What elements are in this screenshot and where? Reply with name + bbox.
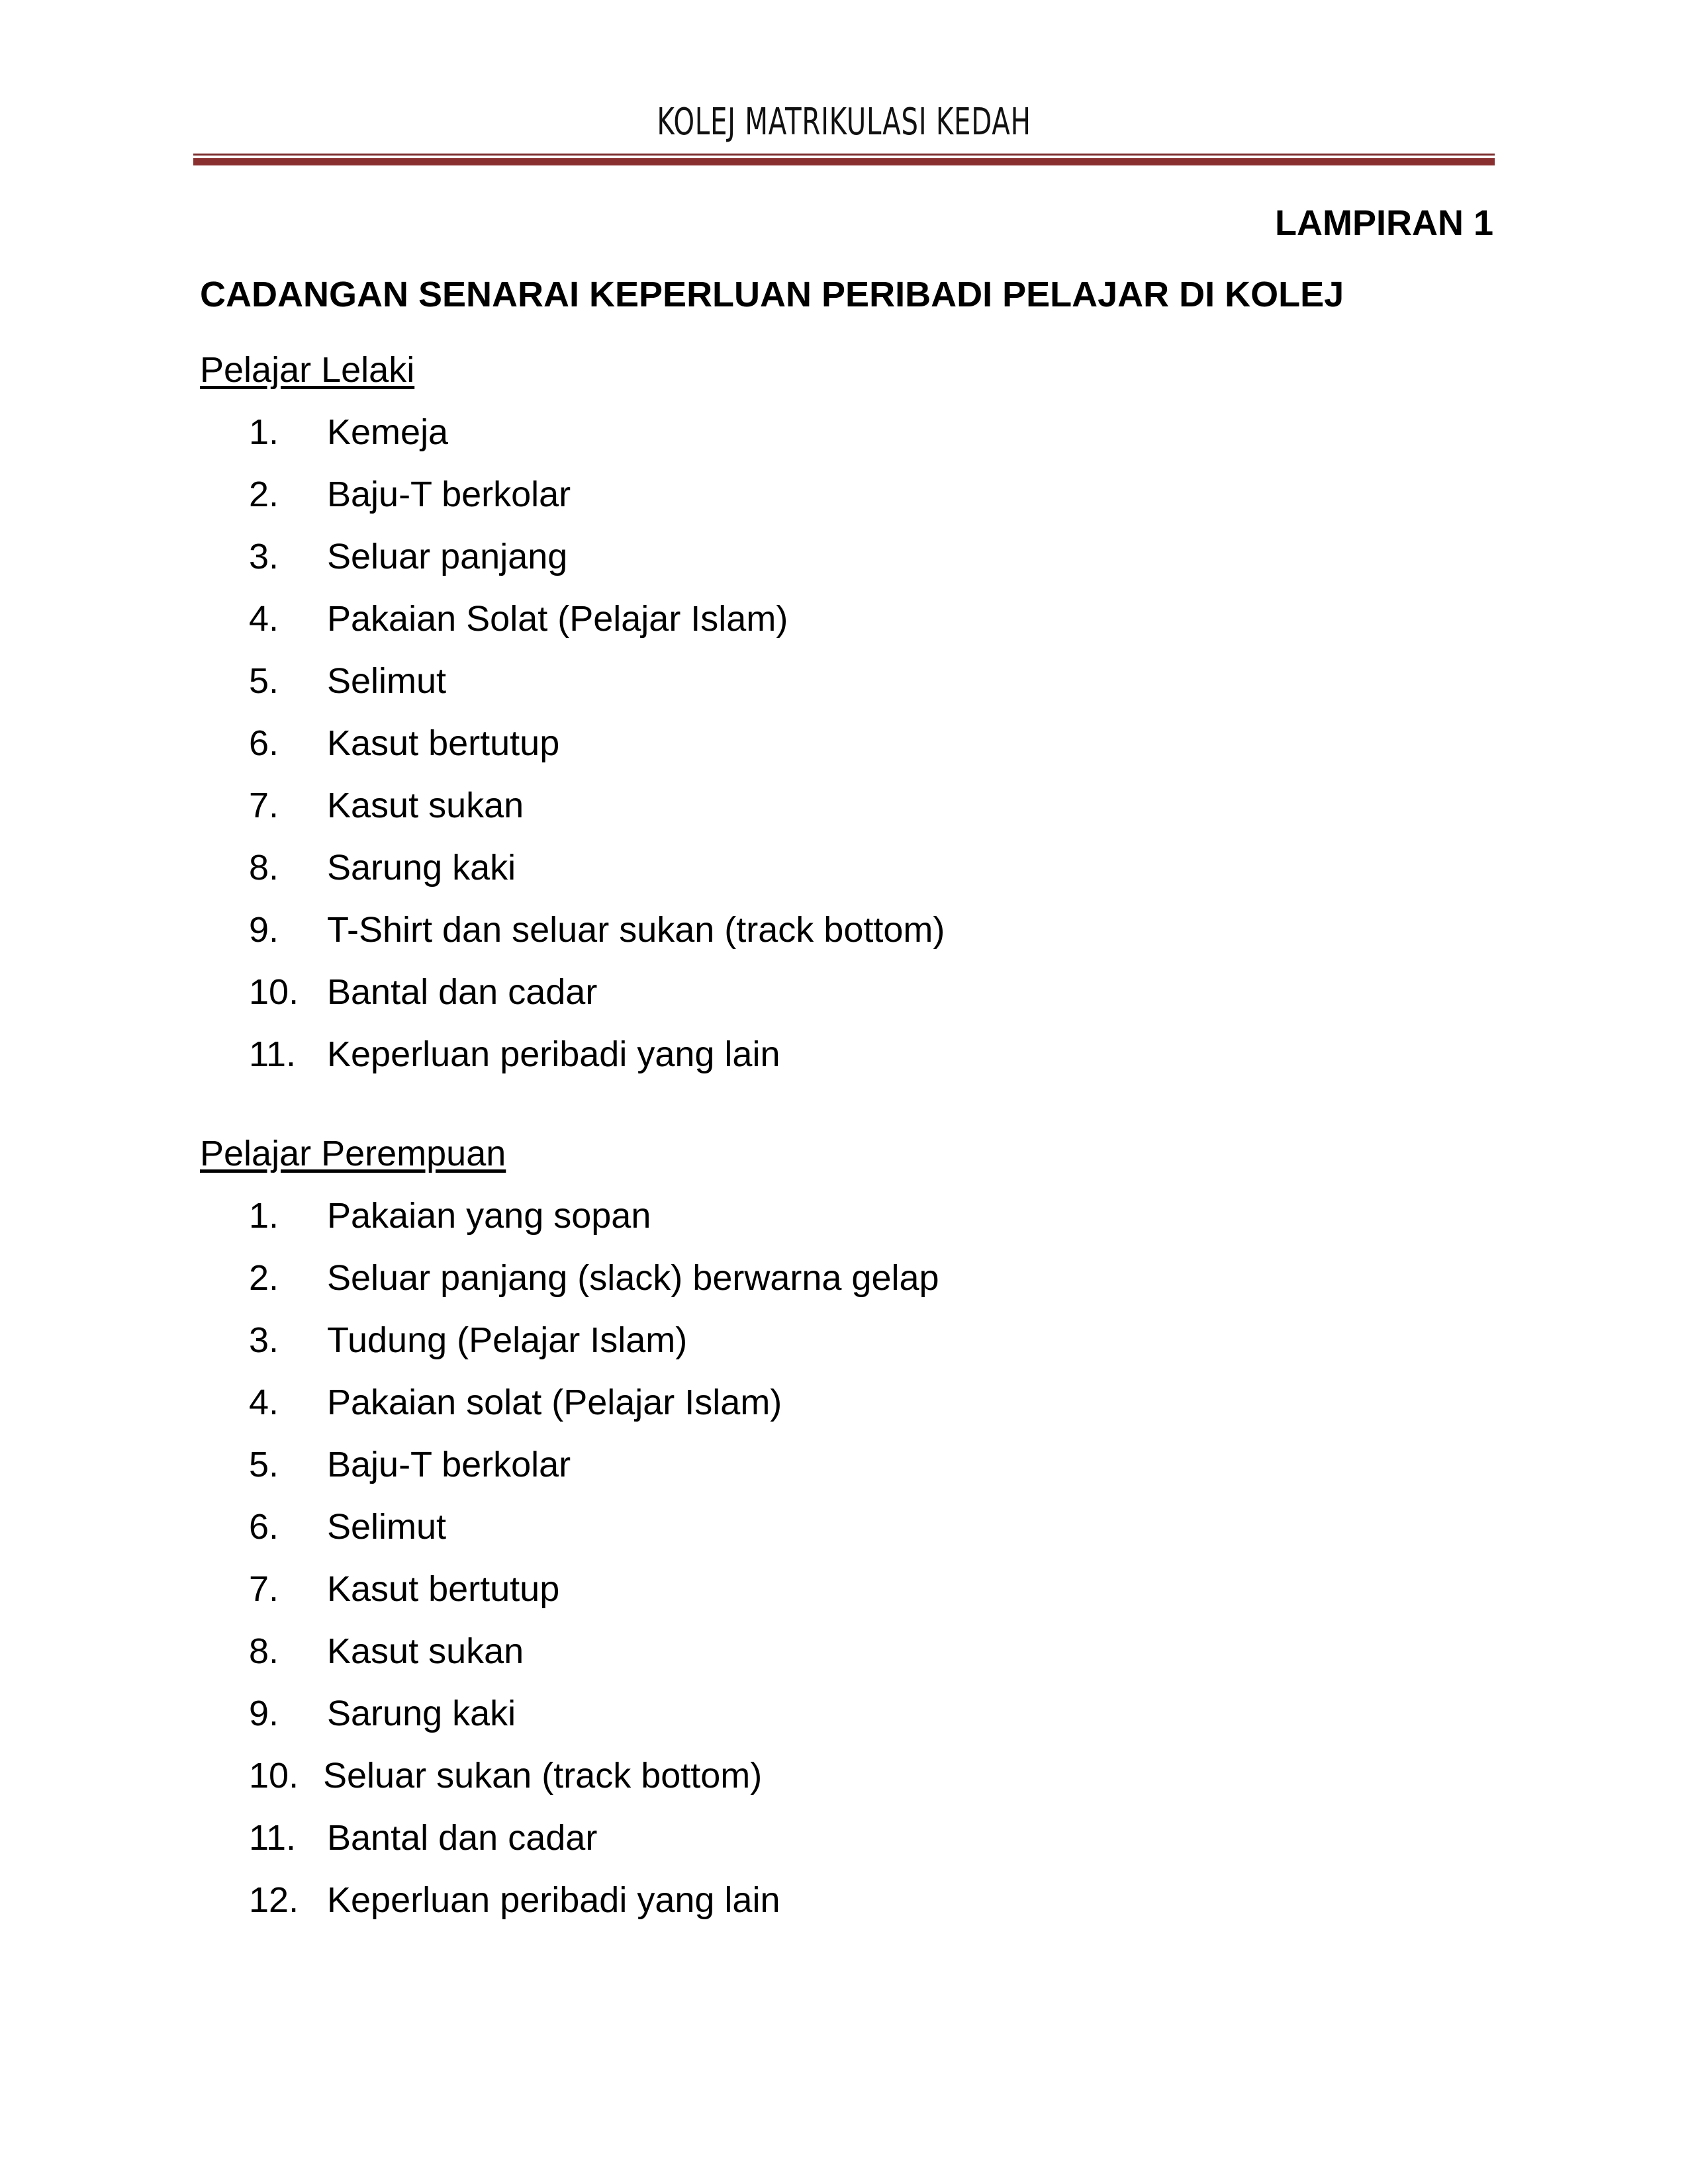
item-number: 5. (249, 1445, 279, 1484)
item-text: Kasut sukan (327, 786, 524, 825)
item-text: Pakaian yang sopan (327, 1196, 651, 1236)
appendix-label: LAMPIRAN 1 (1274, 203, 1493, 243)
item-text: Keperluan peribadi yang lain (327, 1034, 780, 1074)
item-text: Bantal dan cadar (327, 1818, 598, 1858)
item-text: Tudung (Pelajar Islam) (327, 1320, 688, 1360)
item-number: 11. (249, 1034, 297, 1074)
document-title: CADANGAN SENARAI KEPERLUAN PERIBADI PELAJAR DI KOLEJ (200, 275, 1344, 314)
item-number: 12. (249, 1880, 299, 1920)
item-text: Pakaian Solat (Pelajar Islam) (327, 599, 788, 639)
item-number: 10. (249, 1756, 299, 1796)
item-number: 3. (249, 537, 279, 576)
section-heading-female-students: Pelajar Perempuan (200, 1134, 506, 1173)
item-number: 4. (249, 1383, 279, 1422)
item-text: Seluar panjang (slack) berwarna gelap (327, 1258, 939, 1298)
item-text: Sarung kaki (327, 1694, 516, 1733)
item-text: Selimut (327, 1507, 447, 1547)
page-header-title: KOLEJ MATRIKULASI KEDAH (657, 101, 1031, 144)
item-text: Selimut (327, 661, 447, 701)
item-text: Sarung kaki (327, 848, 516, 887)
item-number: 3. (249, 1320, 279, 1360)
item-text: Bantal dan cadar (327, 972, 598, 1012)
section-heading-male-students: Pelajar Lelaki (200, 350, 415, 390)
item-number: 5. (249, 661, 279, 701)
item-number: 6. (249, 723, 279, 763)
item-text: Kemeja (327, 412, 449, 452)
item-text: T-Shirt dan seluar sukan (track bottom) (327, 910, 945, 950)
item-number: 11. (249, 1818, 297, 1858)
item-number: 2. (249, 1258, 279, 1298)
item-number: 10. (249, 972, 299, 1012)
item-text: Seluar panjang (327, 537, 568, 576)
header-rule-thin (193, 154, 1495, 156)
item-number: 9. (249, 910, 279, 950)
item-number: 1. (249, 412, 279, 452)
item-number: 6. (249, 1507, 279, 1547)
item-number: 2. (249, 475, 279, 514)
item-text: Seluar sukan (track bottom) (323, 1756, 763, 1796)
item-number: 4. (249, 599, 279, 639)
header-rule-thick (193, 158, 1495, 165)
item-text: Baju-T berkolar (327, 1445, 571, 1484)
item-number: 8. (249, 848, 279, 887)
item-number: 9. (249, 1694, 279, 1733)
item-text: Baju-T berkolar (327, 475, 571, 514)
item-number: 1. (249, 1196, 279, 1236)
item-number: 7. (249, 786, 279, 825)
item-number: 7. (249, 1569, 279, 1609)
item-text: Kasut sukan (327, 1631, 524, 1671)
item-text: Kasut bertutup (327, 723, 560, 763)
item-number: 8. (249, 1631, 279, 1671)
item-text: Keperluan peribadi yang lain (327, 1880, 780, 1920)
item-text: Kasut bertutup (327, 1569, 560, 1609)
item-text: Pakaian solat (Pelajar Islam) (327, 1383, 782, 1422)
